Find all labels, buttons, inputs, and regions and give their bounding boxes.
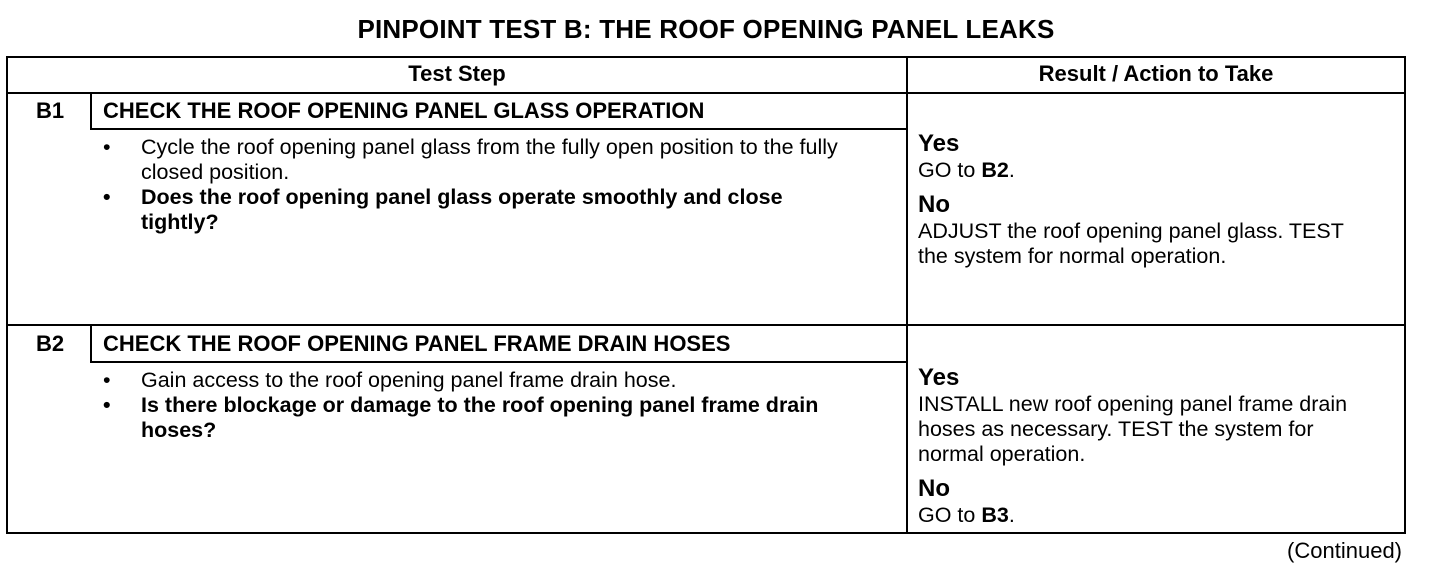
bullet-icon: • — [103, 185, 111, 209]
yes-label: Yes — [918, 364, 960, 391]
step-id-b2: B2 — [35, 331, 65, 356]
yes-label: Yes — [918, 130, 960, 157]
b1-title-divider — [90, 128, 906, 130]
no-action: GO to B3. — [918, 503, 1015, 527]
bullet-icon: • — [103, 393, 111, 417]
step-id-b1: B1 — [35, 98, 65, 123]
goto-b2-link: B2 — [981, 158, 1009, 182]
question-text: Does the roof opening panel glass operate smoothly and close tightly? — [141, 185, 783, 234]
step-title-b2: CHECK THE ROOF OPENING PANEL FRAME DRAIN HOSES — [103, 331, 731, 356]
goto-b3-link: B3 — [981, 503, 1009, 527]
continued-label: (Continued) — [1287, 538, 1402, 563]
row-divider — [8, 324, 1404, 326]
list-item — [103, 393, 833, 443]
step-b2-result — [918, 364, 1378, 528]
step-b1-result — [918, 130, 1378, 269]
b2-title-divider — [90, 361, 906, 363]
bullet-icon: • — [103, 135, 111, 159]
list-item — [103, 368, 833, 393]
header-test-step: Test Step — [408, 61, 506, 86]
instruction-text: Cycle the roof opening panel glass from the fully open position to the fully closed position. — [141, 135, 838, 184]
header-divider — [8, 92, 1404, 94]
step-b2-instructions — [103, 368, 833, 443]
no-label: No — [918, 475, 950, 502]
yes-action: GO to B2. — [918, 158, 1015, 182]
question-text: Is there blockage or damage to the roof opening panel frame drain hoses? — [141, 393, 819, 442]
yes-action: INSTALL new roof opening panel frame drain hoses as necessary. TEST the system for normal operation. — [918, 392, 1348, 466]
column-divider — [906, 58, 908, 532]
bullet-icon: • — [103, 368, 111, 392]
no-action: ADJUST the roof opening panel glass. TEST the system for normal operation. — [918, 219, 1344, 268]
step-b1-instructions — [103, 135, 863, 235]
no-label: No — [918, 191, 950, 218]
step-title-b1: CHECK THE ROOF OPENING PANEL GLASS OPERATION — [103, 98, 705, 123]
pinpoint-test-table — [6, 56, 1406, 534]
instruction-text: Gain access to the roof opening panel frame drain hose. — [141, 368, 677, 392]
list-item — [103, 185, 863, 235]
header-result-action: Result / Action to Take — [1038, 61, 1274, 86]
list-item — [103, 135, 863, 185]
page-title: PINPOINT TEST B: THE ROOF OPENING PANEL LEAKS — [357, 14, 1055, 44]
